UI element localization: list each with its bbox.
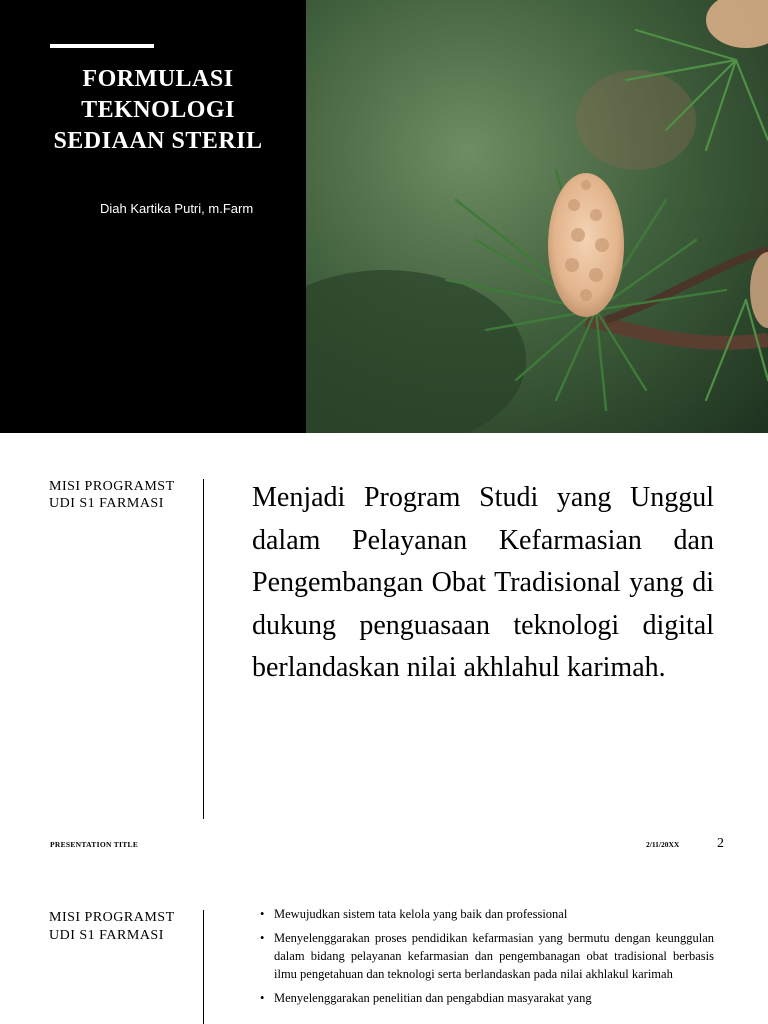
footer-presentation-title: PRESENTATION TITLE: [50, 840, 139, 849]
list-item-text: Menyelenggarakan penelitian dan pengabdian masyarakat yang: [274, 991, 592, 1005]
vertical-divider: [203, 910, 204, 1024]
pine-branch-photo: [306, 0, 768, 433]
mission-statement: Menjadi Program Studi yang Unggul dalam Pelayanan Kefarmasian dan Pengembangan Obat Tradisional yang di dukung penguasaan teknologi digital berlandaskan nilai akhlahul karimah.: [252, 482, 714, 683]
author-name: Diah Kartika Putri, m.Farm: [100, 201, 254, 216]
list-item: [258, 905, 714, 923]
mission-list-slide: [0, 863, 768, 1024]
section-heading: MISI PROGRAMSTUDI S1 FARMASI: [49, 479, 175, 511]
list-item-text: Mewujudkan sistem tata kelola yang baik dan professional: [274, 907, 568, 921]
footer-date: 2/11/20XX: [646, 840, 680, 849]
list-item: [258, 989, 714, 1007]
bullet-icon: •: [260, 991, 265, 1005]
page-number: 2: [717, 836, 724, 851]
presentation-title: [20, 64, 296, 157]
vertical-divider: [203, 479, 204, 819]
title-line-2: TEKNOLOGI: [81, 97, 235, 123]
title-accent-bar: [50, 44, 154, 48]
title-line-1: FORMULASI: [82, 66, 234, 92]
mission-list: [258, 905, 714, 1013]
title-line-3: SEDIAAN STERIL: [53, 128, 263, 154]
mission-slide: [0, 433, 768, 863]
list-item-text: Menyelenggarakan proses pendidikan kefarmasian yang bermutu dengan keunggulan dalam bidang pelayanan kefarmasian dan pengembanagan obat tradisional berbasis ilmu pengetahuan dan teknologi serta berlandaskan pada nilai akhlakul karimah: [274, 931, 714, 981]
title-slide: [0, 0, 768, 433]
title-panel: [0, 0, 306, 433]
section-heading: MISI PROGRAMSTUDI S1 FARMASI: [49, 910, 175, 943]
bullet-icon: •: [260, 931, 265, 945]
bullet-icon: •: [260, 907, 265, 921]
list-item: [258, 929, 714, 983]
